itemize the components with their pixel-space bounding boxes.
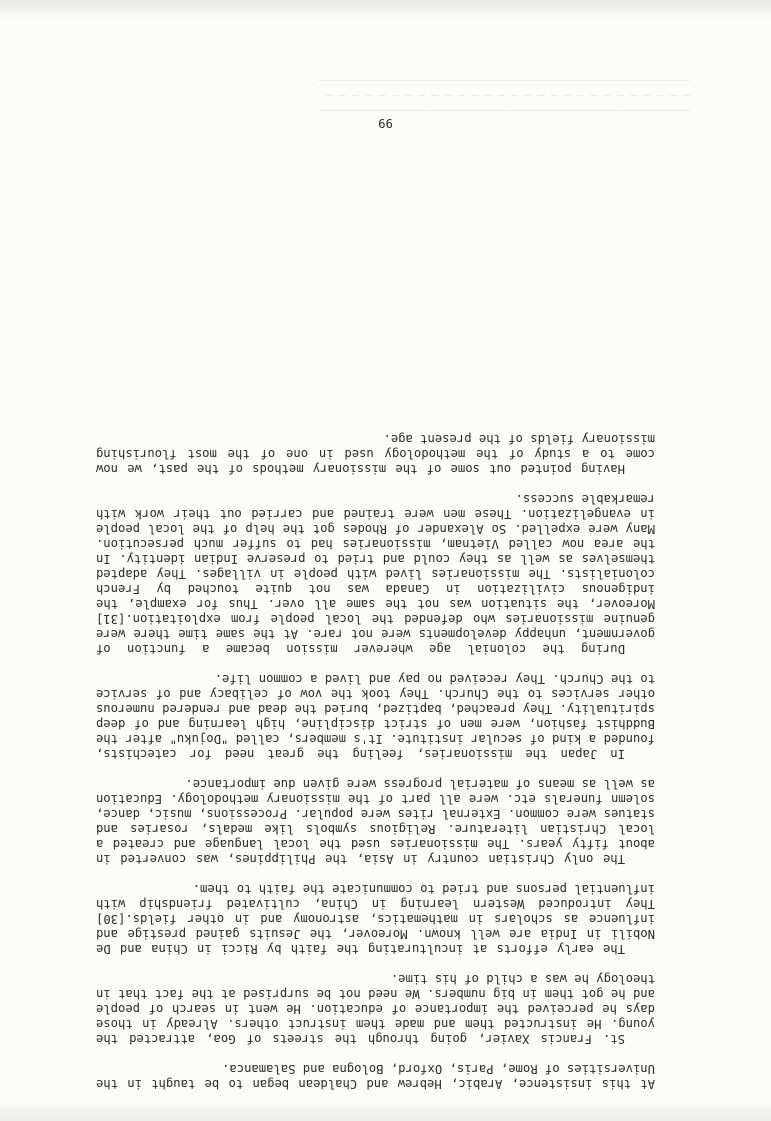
page-number: 99 [378,116,393,130]
paragraph: St. Francis Xavier, going through the streets of Goa, attracted the young. He instructed them and made them instruct others. Already in those days he perceived the importance of education. He went in search of people and he got them in big numbers. We need not be surprised at the fact that in theology he was a child of his time. [88,972,655,1046]
paragraph: The early efforts at inculturating the faith by Ricci in China and De Nobili in India are well known. Moreover, the Jesuits gained prestige and influence as scholars in mathematics, astronomy and in other fields.[30] They introduced Western learning in China, cultivated friendship with influential persons and tried to communicate the faith to them. [88,882,655,956]
paragraph: During the colonial age wherever mission became a function of government, unhappy developments were not rare. At the same time there were genuine missionaries who defended the local people from exploitation.[31] Moreover, the situation was not the same all over. Thus for example, the indigenous civilization in Canada was not quite touched by French colonialists. The missionaries lived with people in villages. They adapted themselves as well as they could and tried to preserve Indian identity. In the area now called Vietnam, missionaries had to suffer much persecution. Many were expelled. So Alexander of Rhodes got the help of the local people in evangelization. These men were trained and carried out their work with remarkable success. [88,492,655,656]
paragraph: The only Christian country in Asia, the Philippines, was converted in about fifty years. The missionaries used the local language and created a local Christian literature. Religious symbols like medals, rosaries and statues were common. External rites were popular. Processions, music, dance, solemn funerals etc. were all part of the missionary methodology. Education as well as means of material progress were given due importance. [88,777,655,866]
paragraph: Having pointed out some of the missionary methods of the past, we now come to a study of the methodology used in one of the most flourishing missionary fields of the present age. [88,432,655,476]
paragraph: At this insistence, Arabic, Hebrew and Chaldean began to be taught in the Universities of Rome, Paris, Oxford, Bologna and Salamanca. [88,1062,655,1091]
bleed-through-text: ———————————————————————————————————————————————————————— — — — — — — — — — — — — — — — — — — — — — — — — — — — — ———————————————————————————————————————————————————————— [319,73,690,116]
paragraph: In Japan the missionaries, feeling the great need for catechists, founded a kind of secular institute. It's members, called "Dojuku" after the Buddhist fashion, were men of strict discipline, high learning and of deep spirituality. They preached, baptized, buried the dead and rendered numerous other services to the Church. They took the vow of celibacy and of service to the Church. They received no pay and lived a common life. [88,672,655,761]
body-text [88,416,655,1091]
